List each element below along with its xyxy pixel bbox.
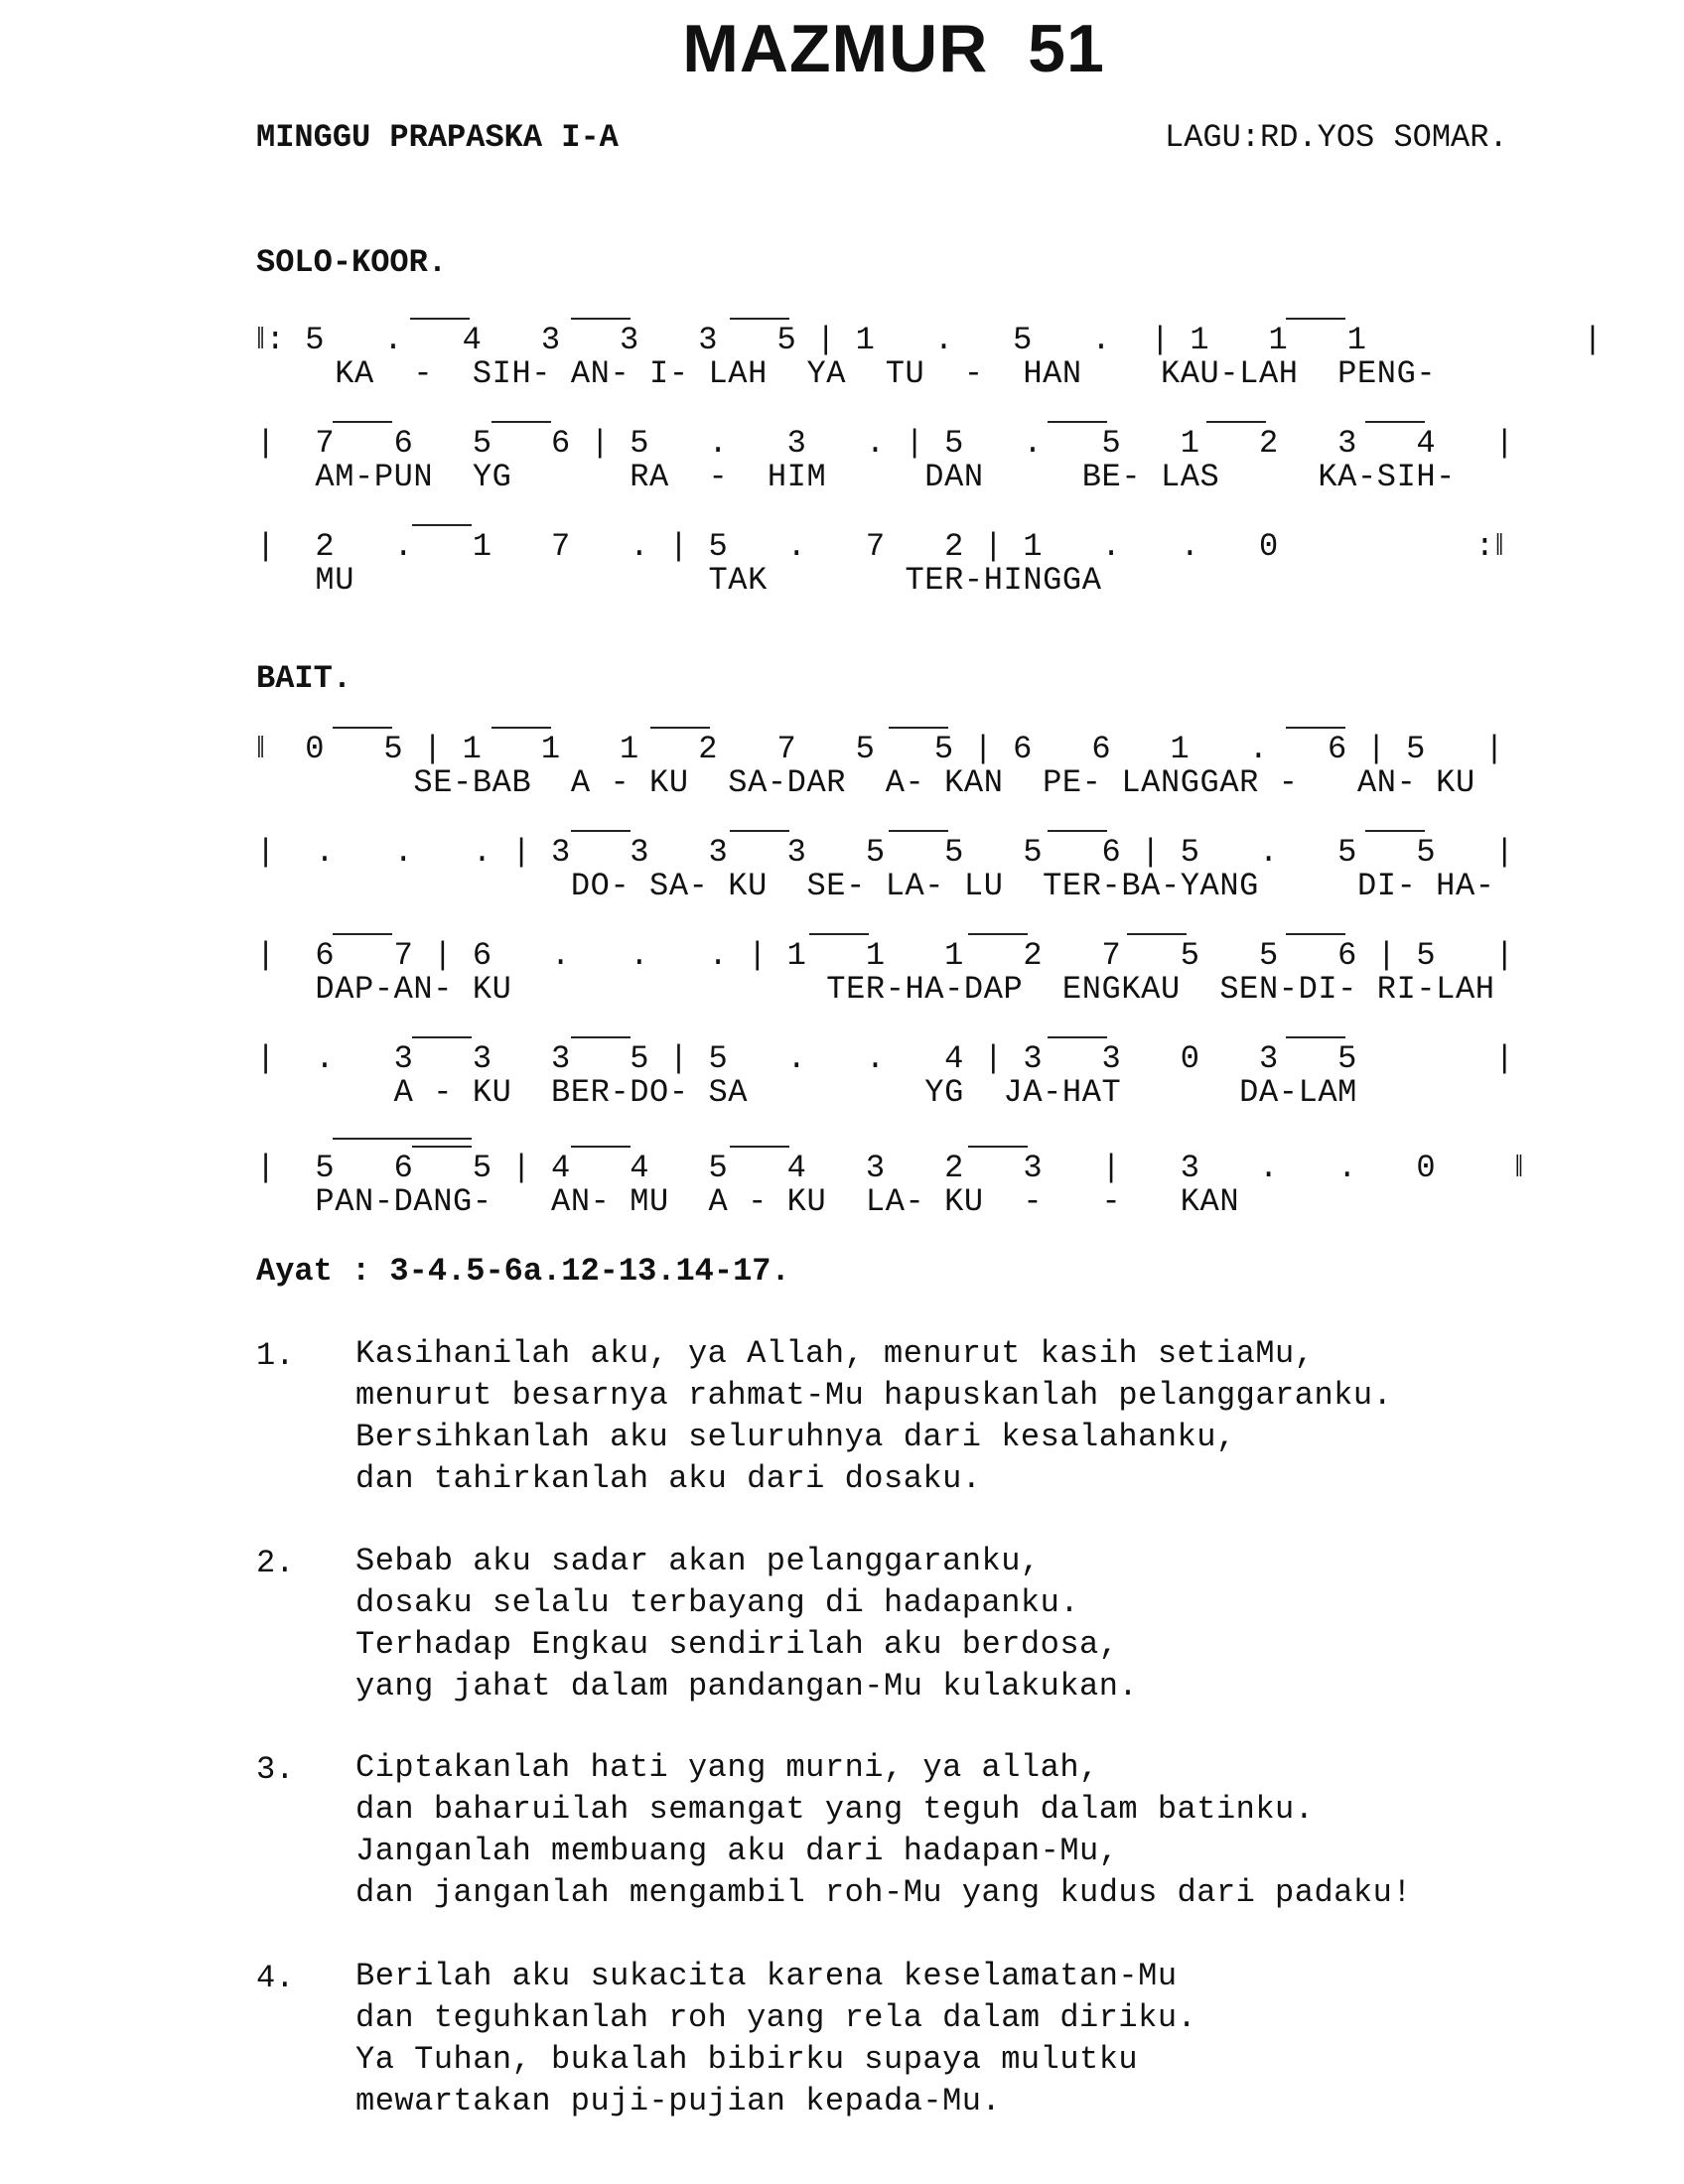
beam-mark xyxy=(333,933,392,935)
beam-mark xyxy=(968,933,1028,935)
refrain-lyrics-line-3: MU TAK TER-HINGGA xyxy=(256,562,1102,599)
ayat-reference: Ayat : 3-4.5-6a.12-13.14-17. xyxy=(256,1253,790,1290)
refrain-notes-line-3: | 2 . 1 7 . | 5 . 7 2 | 1 . . 0 :‖ xyxy=(256,528,1505,565)
verse-text-line: Ya Tuhan, bukalah bibirku supaya mulutku xyxy=(355,2041,1139,2078)
verse-text-line: Sebab aku sadar akan pelanggaranku, xyxy=(355,1543,1041,1579)
verse-text-line: Ciptakanlah hati yang murni, ya allah, xyxy=(355,1749,1099,1786)
beam-mark xyxy=(968,1146,1028,1148)
composer-label: LAGU:RD.YOS SOMAR. xyxy=(1165,119,1508,156)
refrain-notes-line-1: ‖: 5 . 4 3 3 3 5 | 1 . 5 . | 1 1 1 | xyxy=(256,322,1604,358)
beam-mark xyxy=(333,727,392,729)
verse-number: 2. xyxy=(256,1545,295,1581)
verse-lyrics-line-1: SE-BAB A - KU SA-DAR A- KAN PE- LANGGAR - AN- KU xyxy=(256,764,1475,801)
verse-notes-line-5: | 5 6 5 | 4 4 5 4 3 2 3 | 3 . . 0 ‖ xyxy=(256,1150,1524,1186)
verse-notes-line-4: | . 3 3 3 5 | 5 . . 4 | 3 3 0 3 5 | xyxy=(256,1040,1515,1077)
beam-mark xyxy=(1286,727,1345,729)
beam-mark xyxy=(491,421,551,423)
verse-number: 4. xyxy=(256,1960,295,1996)
beam-mark xyxy=(1286,933,1345,935)
beam-mark xyxy=(571,1146,631,1148)
beam-mark xyxy=(410,318,470,320)
verse-text-line: Janganlah membuang aku dari hadapan-Mu, xyxy=(355,1833,1119,1869)
beam-mark xyxy=(571,318,631,320)
verse-lyrics-line-3: DAP-AN- KU TER-HA-DAP ENGKAU SEN-DI- RI-LAH xyxy=(256,971,1495,1008)
verse-text-line: dan teguhkanlah roh yang rela dalam diriku. xyxy=(355,1999,1197,2036)
beam-mark xyxy=(889,830,948,832)
beam-mark xyxy=(333,1138,472,1140)
refrain-lyrics-line-1: KA - SIH- AN- I- LAH YA TU - HAN KAU-LAH PENG- xyxy=(256,355,1437,392)
verse-text-line: dan tahirkanlah aku dari dosaku. xyxy=(355,1460,982,1497)
beam-mark xyxy=(1048,421,1107,423)
verse-text-line: yang jahat dalam pandangan-Mu kulakukan. xyxy=(355,1668,1139,1705)
beam-mark xyxy=(333,421,392,423)
beam-mark xyxy=(1286,1036,1345,1038)
verse-notes-line-3: | 6 7 | 6 . . . | 1 1 1 2 7 5 5 6 | 5 | xyxy=(256,937,1515,974)
verse-text-line: Kasihanilah aku, ya Allah, menurut kasih setiaMu, xyxy=(355,1335,1315,1372)
refrain-lyrics-line-2: AM-PUN YG RA - HIM DAN BE- LAS KA-SIH- xyxy=(256,459,1456,495)
refrain-heading: SOLO-KOOR. xyxy=(256,244,448,281)
verse-text-line: Terhadap Engkau sendirilah aku berdosa, xyxy=(355,1626,1119,1663)
verse-text-line: Berilah aku sukacita karena keselamatan-Mu xyxy=(355,1958,1178,1994)
beam-mark xyxy=(1286,318,1345,320)
beam-mark xyxy=(889,727,948,729)
beam-mark xyxy=(1127,933,1187,935)
verse-text-line: dan janganlah mengambil roh-Mu yang kudus dari padaku! xyxy=(355,1874,1412,1911)
beam-mark xyxy=(809,933,869,935)
beam-mark xyxy=(491,727,551,729)
verse-text-line: dosaku selalu terbayang di hadapanku. xyxy=(355,1584,1080,1621)
occasion-label: MINGGU PRAPASKA I-A xyxy=(256,119,619,156)
beam-mark xyxy=(412,1036,472,1038)
beam-mark xyxy=(730,1146,789,1148)
verse-number: 3. xyxy=(256,1751,295,1788)
beam-mark xyxy=(1206,421,1266,423)
beam-mark xyxy=(412,524,472,526)
beam-mark xyxy=(1048,1036,1107,1038)
verse-lyrics-line-2: DO- SA- KU SE- LA- LU TER-BA-YANG DI- HA- xyxy=(256,868,1495,904)
verse-text-line: mewartakan puji-pujian kepada-Mu. xyxy=(355,2083,1002,2119)
beam-mark xyxy=(1365,421,1425,423)
beam-mark xyxy=(412,1146,472,1148)
beam-mark xyxy=(1048,830,1107,832)
beam-mark xyxy=(730,830,789,832)
verse-notes-line-2: | . . . | 3 3 3 3 5 5 5 6 | 5 . 5 5 | xyxy=(256,834,1515,871)
verse-melody-heading: BAIT. xyxy=(256,660,352,697)
beam-mark xyxy=(571,1036,631,1038)
beam-mark xyxy=(1365,830,1425,832)
page-title: MAZMUR 51 xyxy=(682,11,1105,86)
verse-text-line: dan baharuilah semangat yang teguh dalam batinku. xyxy=(355,1791,1315,1828)
verse-text-line: Bersihkanlah aku seluruhnya dari kesalahanku, xyxy=(355,1419,1236,1455)
beam-mark xyxy=(730,318,789,320)
beam-mark xyxy=(571,830,631,832)
verse-lyrics-line-4: A - KU BER-DO- SA YG JA-HAT DA-LAM xyxy=(256,1074,1357,1111)
verse-text-line: menurut besarnya rahmat-Mu hapuskanlah pelanggaranku. xyxy=(355,1377,1393,1414)
refrain-notes-line-2: | 7 6 5 6 | 5 . 3 . | 5 . 5 1 2 3 4 | xyxy=(256,425,1515,462)
beam-mark xyxy=(650,727,710,729)
verse-number: 1. xyxy=(256,1337,295,1374)
verse-notes-line-1: ‖ 0 5 | 1 1 1 2 7 5 5 | 6 6 1 . 6 | 5 | xyxy=(256,731,1505,767)
verse-lyrics-line-5: PAN-DANG- AN- MU A - KU LA- KU - - KAN xyxy=(256,1183,1240,1220)
